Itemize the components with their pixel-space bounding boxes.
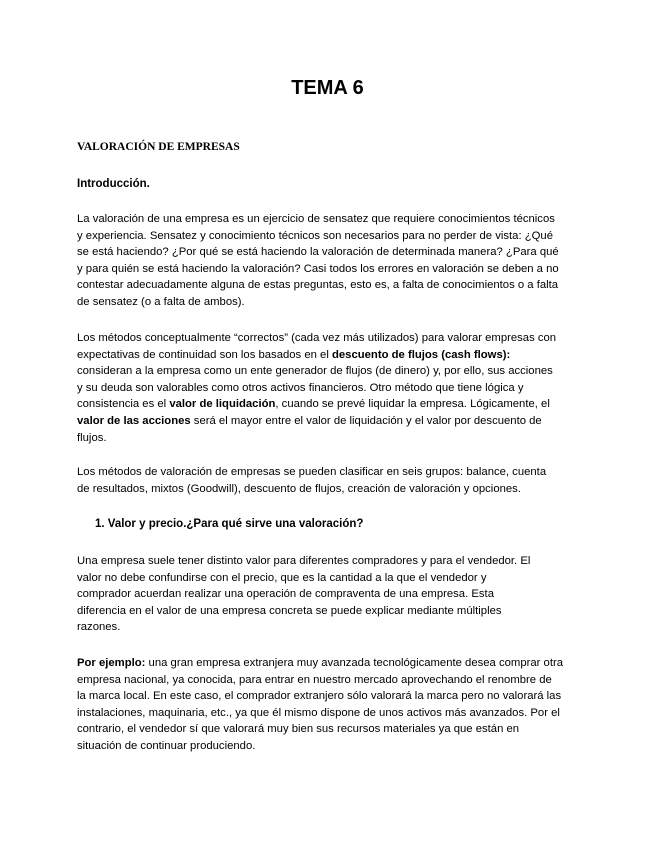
paragraph-methods: [77, 330, 580, 446]
text-line: [77, 655, 580, 672]
text-line: [77, 413, 580, 430]
text-line: consideran a la empresa como un ente generador de flujos (de dinero) y, por ello, sus acciones: [77, 365, 553, 378]
text-line: [77, 396, 580, 413]
text-run: , cuando se prevé liquidar la empresa. Lógicamente, el: [275, 398, 550, 411]
paragraph-classification: [77, 464, 580, 497]
text-run: expectativas de continuidad son los basados en el: [77, 348, 332, 361]
bold-term: descuento de flujos (cash flows):: [331, 348, 511, 361]
section-title: VALORACIÓN DE EMPRESAS: [77, 141, 240, 153]
text-line: [77, 347, 580, 364]
text-line: Los métodos de valoración de empresas se pueden clasificar en seis grupos: balance, cuenta: [77, 466, 547, 478]
text-line: de resultados, mixtos (Goodwill), descuento de flujos, creación de valoración y opciones.: [77, 482, 521, 495]
text-line: flujos.: [77, 431, 107, 444]
bold-term: valor de liquidación: [169, 398, 276, 411]
text-run: será el mayor entre el valor de liquidación y el valor por descuento de: [190, 414, 542, 427]
text-line: y para quién se está haciendo la valoración? Casi todos los errores en valoración se deben a no: [77, 262, 559, 275]
paragraph-intro: [77, 211, 580, 311]
text-line: razones.: [77, 621, 121, 634]
text-line: y experiencia. Sensatez y conocimiento técnicos son necesarios para no perder de vista: ¿Qué: [77, 229, 553, 242]
text-line: contrario, el vendedor sí que valorará muy bien sus recursos materiales ya que están en: [77, 723, 520, 736]
text-line: la marca local. En este caso, el comprador extranjero sólo valorará la marca pero no valorará las: [77, 690, 562, 703]
text-run: consistencia es el: [77, 398, 170, 411]
text-line: y su deuda son valorables como otros activos financieros. Otro método que tiene lógica y: [77, 381, 524, 394]
text-line: de sensatez (o a falta de ambos).: [77, 295, 245, 308]
text-line: situación de continuar produciendo.: [77, 739, 256, 752]
text-line: Los métodos conceptualmente “correctos” (cada vez más utilizados) para valorar empresas con: [77, 332, 557, 344]
paragraph-example: [77, 655, 580, 755]
text-line: diferencia en el valor de una empresa concreta se puede explicar mediante múltiples: [77, 604, 502, 617]
text-line: contestar adecuadamente alguna de estas preguntas, esto es, a falta de conocimientos o a falta: [77, 279, 559, 292]
text-line: instalaciones, maquinaria, etc., ya que él mismo dispone de unos activos más avanzados. Por el: [77, 706, 560, 719]
text-line: empresa nacional, ya conocida, para entrar en nuestro mercado aprovechando el renombre de: [77, 673, 552, 686]
text-run: una gran empresa extranjera muy avanzada tecnológicamente desea comprar otra: [145, 657, 564, 669]
bold-term: Por ejemplo:: [77, 657, 146, 669]
bold-term: valor de las acciones: [77, 414, 191, 427]
intro-heading: Introducción.: [77, 178, 150, 190]
text-line: se está haciendo? ¿Por qué se está haciendo la valoración de determinada manera? ¿Para qué: [77, 246, 559, 259]
text-line: La valoración de una empresa es un ejercicio de sensatez que requiere conocimientos técnicos: [77, 213, 555, 225]
numbered-heading: 1. Valor y precio.¿Para qué sirve una valoración?: [95, 518, 364, 530]
text-line: Una empresa suele tener distinto valor para diferentes compradores y para el vendedor. El: [77, 555, 531, 567]
paragraph-value-price: [77, 553, 580, 636]
page-title: TEMA 6: [291, 77, 364, 99]
text-line: comprador acuerdan realizar una operación de compraventa de una empresa. Esta: [77, 588, 494, 601]
text-line: valor no debe confundirse con el precio, que es la cantidad a la que el vendedor y: [77, 571, 487, 584]
